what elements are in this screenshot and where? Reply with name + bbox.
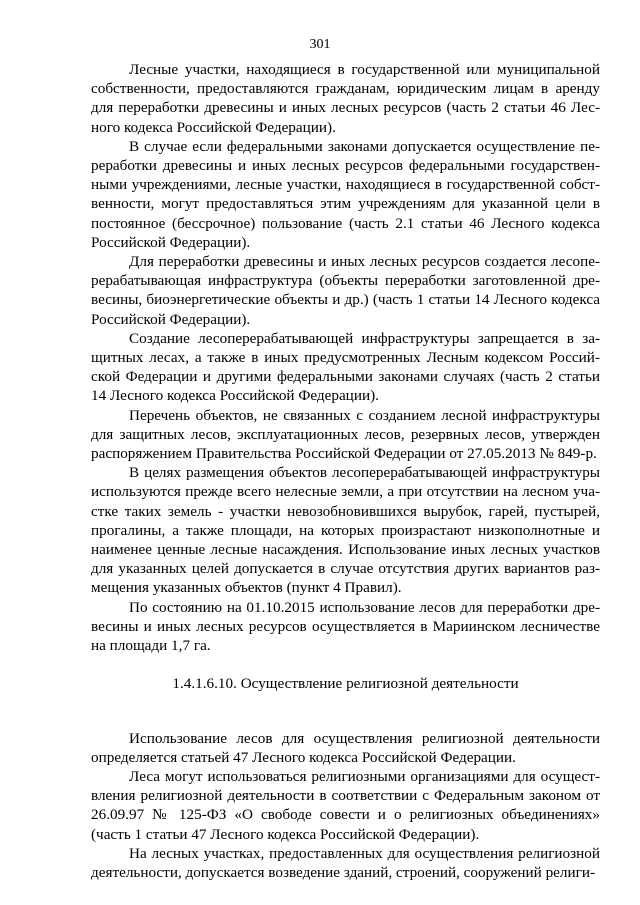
page-number: 301: [309, 37, 331, 52]
paragraph-processing-infrastructure: Для переработки древесины и иных лесных ресурсов создается лесоперерабатывающая инфраструктура (объекты переработки заготовленной древесины, биоэнергетические объекты и др.) (часть 1 статьи 14 Лесного кодекса Российской Федерации).: [91, 253, 600, 328]
document-body: [91, 60, 600, 882]
paragraph-protective-forests-ban: Создание лесоперерабатывающей инфраструктуры запрещается в защитных лесах, а также в иных предусмотренных Лесным кодексом Российской Федерации и другими федеральными законами случаях (часть 2 статьи 14 Лесного кодекса Российской Федерации).: [91, 329, 600, 405]
paragraph-current-status: По состоянию на 01.10.2015 использование лесов для переработки древесины и иных лесных ресурсов осуществляется в Мариинском лесничестве на площади 1,7 га.: [91, 598, 600, 655]
paragraph-religious-use: Использование лесов для осуществления религиозной деятельности определяется статьей 47 Лесного кодекса Российской Федерации.: [91, 729, 600, 766]
paragraph-placement-rules: В целях размещения объектов лесоперерабатывающей инфраструктуры используются прежде всего нелесные земли, а при отсутствии на лесном участке таких земель - участки невозобновившихся вырубок, гарей, пустырей, прогалины, а также площади, на которых произрастают низкополнотные и наименее ценные лесные насаждения. Использование иных лесных участков для указанных целей допускается в случае отсутствия других вариантов размещения указанных объектов (пункт 4 Правил).: [91, 464, 600, 597]
paragraph-lease-for-processing: Лесные участки, находящиеся в государственной или муниципальной собственности, предоставляются гражданам, юридическим лицам в аренду для переработки древесины и иных лесных ресурсов (часть 2 статьи 46 Лесного кодекса Российской Федерации).: [91, 61, 600, 136]
paragraph-objects-list: Перечень объектов, не связанных с созданием лесной инфраструктуры для защитных лесов, эксплуатационных лесов, резервных лесов, утвержден распоряжением Правительства Российской Федерации от 27.05.2013 № 849-р.: [91, 406, 600, 463]
paragraph-federal-institutions: В случае если федеральными законами допускается осуществление переработки древесины и иных лесных ресурсов федеральными государственными учреждениями, лесные участки, находящиеся в государственной собственности, могут предоставляться этим учреждениям для указанной цели в постоянное (бессрочное) пользование (часть 2.1 статьи 46 Лесного кодекса Российской Федерации).: [91, 137, 600, 251]
paragraph-religious-buildings: На лесных участках, предоставленных для осуществления религиозной деятельности, допускается возведение зданий, строений, сооружений религи-: [91, 844, 600, 881]
section-heading: 1.4.1.6.10. Осуществление религиозной деятельности: [172, 675, 519, 693]
paragraph-religious-organizations: Леса могут использоваться религиозными организациями для осуществления религиозной деятельности в соответствии с Федеральным законом от 26.09.97 № 125-ФЗ «О свободе совести и о религиозных объединениях» (часть 1 статьи 47 Лесного кодекса Российской Федерации).: [91, 767, 600, 843]
